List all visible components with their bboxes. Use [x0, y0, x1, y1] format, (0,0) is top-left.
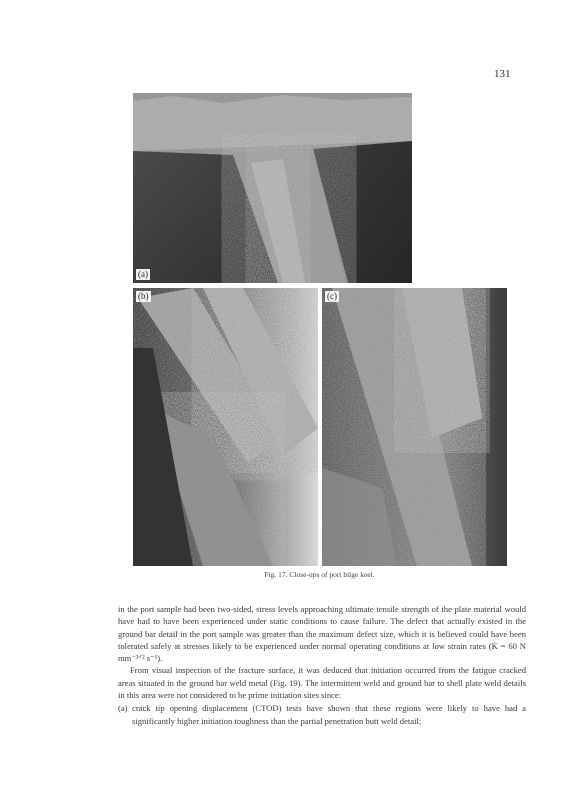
paragraph: in the port sample had been two-sided, stress levels approaching ultimate tensile strength of the plate material would have had to have been experienced under static conditions to cause failure. The defect that actually existed in the ground bar detail in the port sample was greater than the maximum defect size, which it is believed could have been tolerated safely at stresses likely to be experienced under normal operating conditions at low strain rates (K̇ = 60 N mm⁻³ᐟ² s⁻¹).	[118, 604, 526, 664]
paragraph: From visual inspection of the fracture surface, it was deduced that initiation occurred from the fatigue cracked areas situated in the ground bar weld metal (Fig. 19). The intermittent weld and ground bar to shell plate weld details in this area were not considered to be prime initiation sites since:	[118, 665, 526, 701]
list-text: crack tip opening displacement (CTOD) tests have shown that these regions were likely to have had a significantly higher initiation toughness than the partial penetration butt weld detail;	[132, 703, 526, 726]
page-number: 131	[494, 68, 511, 80]
photo-panel-c	[322, 288, 507, 566]
list-item	[118, 702, 526, 727]
panel-label-c: (c)	[327, 291, 337, 301]
panel-label-a: (a)	[138, 269, 148, 279]
list-marker: (a)	[118, 703, 128, 714]
photo-panel-b	[133, 288, 318, 566]
photo-panel-a	[133, 93, 412, 283]
figure-caption: Fig. 17. Close-ups of port bilge keel.	[264, 570, 375, 579]
panel-label-b: (b)	[138, 291, 149, 301]
body-text	[118, 603, 526, 727]
